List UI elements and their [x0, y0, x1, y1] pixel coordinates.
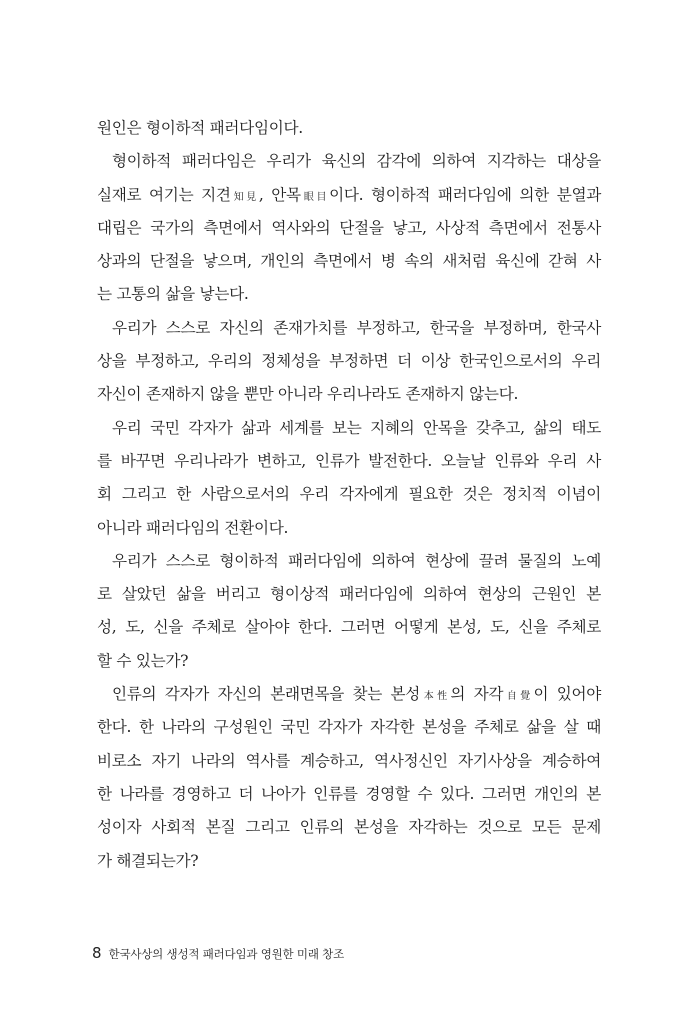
text-span: 이 있어야 — [533, 685, 602, 704]
hanja-annotation: 眼目 — [300, 191, 330, 203]
text-line: 원인은 형이하적 패러다임이다. — [97, 119, 303, 137]
text-span: 의 자각 — [450, 685, 504, 704]
text-line: 대립은 국가의 측면에서 역사와의 단절을 낳고, 사상적 측면에서 전통사 — [97, 218, 601, 237]
text-line: 우리가 스스로 자신의 존재가치를 부정하고, 한국을 부정하며, 한국사 — [112, 318, 601, 337]
text-line: 성, 도, 신을 주체로 살아야 한다. 그러면 어떻게 본성, 도, 신을 주체로 — [97, 618, 601, 637]
text-line: 상과의 단절을 낳으며, 개인의 측면에서 병 속의 새처럼 육신에 갇혀 사 — [97, 252, 601, 271]
text-line — [97, 678, 601, 711]
text-line: 한다. 한 나라의 구성원인 국민 각자가 자각한 본성을 주체로 삶을 살 때 — [97, 718, 601, 737]
page-footer — [92, 944, 344, 962]
text-line: 자신이 존재하지 않을 뿐만 아니라 우리나라도 존재하지 않는다. — [97, 385, 519, 404]
text-line: 를 바꾸면 우리나라가 변하고, 인류가 발전한다. 오늘날 인류와 우리 사 — [97, 451, 601, 470]
text-line: 상을 부정하고, 우리의 정체성을 부정하면 더 이상 한국인으로서의 우리 — [97, 352, 601, 371]
running-title: 한국사상의 생성적 패러다임과 영원한 미래 창조 — [108, 947, 345, 961]
text-line: 가 해결되는가? — [97, 851, 199, 870]
page-number: 8 — [92, 944, 102, 962]
text-line: 는 고통의 삶을 낳는다. — [97, 285, 249, 304]
hanja-annotation: 本性 — [420, 691, 451, 703]
text-line: 형이하적 패러다임은 우리가 육신의 감각에 의하여 지각하는 대상을 — [112, 152, 601, 171]
text-line: 성이자 사회적 본질 그리고 인류의 본성을 자각하는 것으로 모든 문제 — [97, 818, 601, 837]
text-span: , 안목 — [258, 185, 301, 204]
text-line: 할 수 있는가? — [97, 651, 189, 670]
text-line: 로 살았던 삶을 버리고 형이상적 패러다임에 의하여 현상의 근원인 본 — [97, 585, 601, 604]
text-line: 회 그리고 한 사람으로서의 우리 각자에게 필요한 것은 정치적 이념이 — [97, 485, 601, 504]
text-line: 우리가 스스로 형이하적 패러다임에 의하여 현상에 끌려 물질의 노예 — [112, 551, 601, 570]
text-line: 아니라 패러다임의 전환이다. — [97, 518, 289, 537]
page-body — [97, 112, 601, 878]
text-line: 한 나라를 경영하고 더 나아가 인류를 경영할 수 있다. 그러면 개인의 본 — [97, 784, 601, 803]
text-line: 우리 국민 각자가 삶과 세계를 보는 지혜의 안목을 갖추고, 삶의 태도 — [112, 418, 601, 437]
text-span: 이다. 형이하적 패러다임에 의한 분열과 — [329, 185, 601, 204]
hanja-annotation: 自覺 — [503, 691, 534, 703]
text-span: 실재로 여기는 지견 — [97, 185, 231, 204]
hanja-annotation: 知見 — [230, 191, 259, 203]
text-line: 비로소 자기 나라의 역사를 계승하고, 역사정신인 자기사상을 계승하여 — [97, 751, 601, 770]
text-span: 인류의 각자가 자신의 본래면목을 찾는 본성 — [112, 685, 420, 704]
text-line — [97, 179, 601, 212]
